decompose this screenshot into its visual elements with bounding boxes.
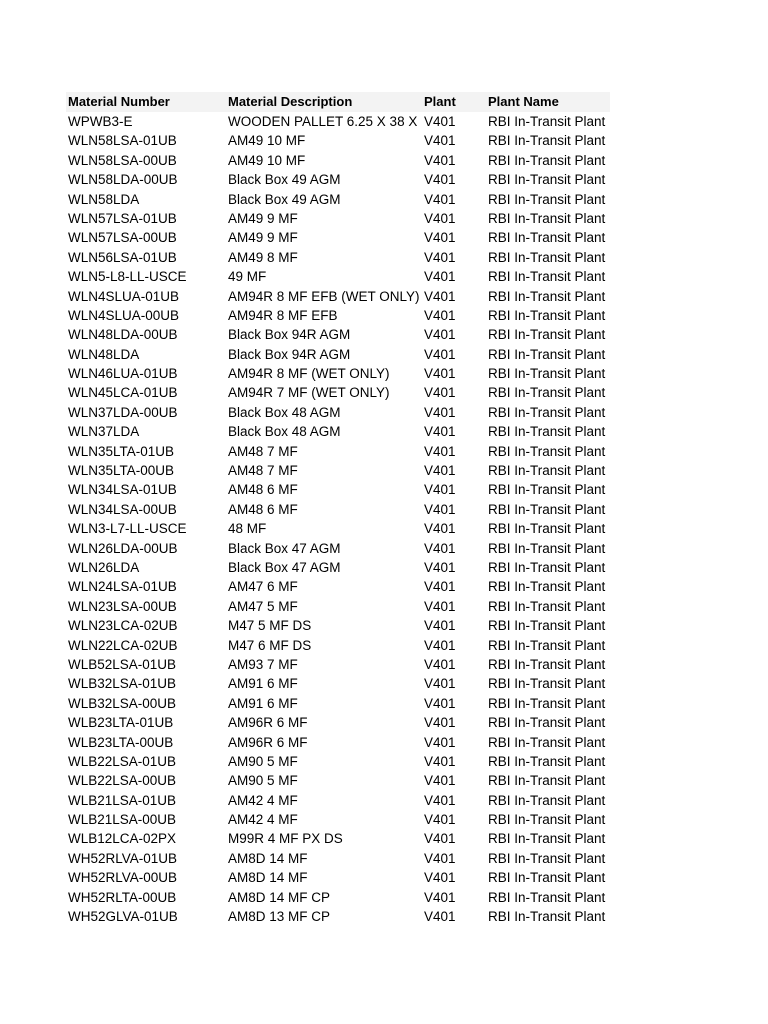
cell-plant: V401 bbox=[424, 889, 456, 905]
table-row bbox=[66, 791, 610, 810]
cell-plant-name: RBI In-Transit Plant bbox=[488, 831, 606, 847]
cell-plant-name: RBI In-Transit Plant bbox=[488, 191, 606, 207]
cell-plant-name: RBI In-Transit Plant bbox=[488, 656, 606, 672]
cell-material-description: Black Box 49 AGM bbox=[228, 191, 341, 207]
cell-material-description: AM8D 14 MF CP bbox=[228, 889, 331, 905]
cell-plant: V401 bbox=[424, 909, 456, 925]
cell-material-description: AM91 6 MF bbox=[228, 695, 298, 711]
cell-plant-name: RBI In-Transit Plant bbox=[488, 463, 606, 479]
cell-material-description: AM90 5 MF bbox=[228, 773, 298, 789]
cell-plant-name: RBI In-Transit Plant bbox=[488, 540, 606, 556]
cell-plant-name: RBI In-Transit Plant bbox=[488, 676, 606, 692]
cell-material-description: AM94R 7 MF (WET ONLY) bbox=[228, 385, 390, 401]
cell-material-description: AM47 6 MF bbox=[228, 579, 298, 595]
cell-plant: V401 bbox=[424, 152, 456, 168]
cell-plant-name: RBI In-Transit Plant bbox=[488, 482, 606, 498]
table-row bbox=[66, 713, 610, 732]
cell-plant: V401 bbox=[424, 637, 456, 653]
cell-plant: V401 bbox=[424, 734, 456, 750]
table-row bbox=[66, 577, 610, 596]
table-row bbox=[66, 287, 610, 306]
table-row bbox=[66, 849, 610, 868]
cell-material-description: AM47 5 MF bbox=[228, 598, 298, 614]
column-header-material-number: Material Number bbox=[68, 94, 170, 109]
cell-plant-name: RBI In-Transit Plant bbox=[488, 870, 606, 886]
cell-plant-name: RBI In-Transit Plant bbox=[488, 385, 606, 401]
cell-plant-name: RBI In-Transit Plant bbox=[488, 579, 606, 595]
cell-material-description: M99R 4 MF PX DS bbox=[228, 831, 343, 847]
table-row bbox=[66, 597, 610, 616]
table-row bbox=[66, 500, 610, 519]
cell-material-description: 48 MF bbox=[228, 521, 267, 537]
table-row bbox=[66, 674, 610, 693]
cell-material-description: Black Box 94R AGM bbox=[228, 327, 351, 343]
cell-plant: V401 bbox=[424, 230, 456, 246]
cell-plant: V401 bbox=[424, 133, 456, 149]
cell-plant: V401 bbox=[424, 812, 456, 828]
table-row bbox=[66, 325, 610, 344]
cell-material-number: WLN37LDA-00UB bbox=[68, 404, 178, 420]
cell-material-description: AM94R 8 MF EFB (WET ONLY) bbox=[228, 288, 420, 304]
cell-material-number: WH52RLVA-00UB bbox=[68, 870, 178, 886]
cell-plant-name: RBI In-Transit Plant bbox=[488, 249, 606, 265]
cell-material-description: AM42 4 MF bbox=[228, 792, 298, 808]
cell-material-description: AM48 7 MF bbox=[228, 463, 298, 479]
cell-plant: V401 bbox=[424, 443, 456, 459]
table-body bbox=[66, 112, 610, 926]
table-row bbox=[66, 519, 610, 538]
cell-plant-name: RBI In-Transit Plant bbox=[488, 307, 606, 323]
table-row bbox=[66, 209, 610, 228]
table-row bbox=[66, 888, 610, 907]
table-row bbox=[66, 810, 610, 829]
cell-plant-name: RBI In-Transit Plant bbox=[488, 618, 606, 634]
table-row bbox=[66, 151, 610, 170]
cell-material-description: Black Box 48 AGM bbox=[228, 404, 341, 420]
cell-plant-name: RBI In-Transit Plant bbox=[488, 734, 606, 750]
cell-plant: V401 bbox=[424, 540, 456, 556]
cell-material-number: WLB52LSA-01UB bbox=[68, 656, 177, 672]
cell-plant: V401 bbox=[424, 695, 456, 711]
cell-material-number: WH52RLTA-00UB bbox=[68, 889, 177, 905]
cell-plant: V401 bbox=[424, 366, 456, 382]
cell-material-description: 49 MF bbox=[228, 269, 267, 285]
cell-material-number: WLN22LCA-02UB bbox=[68, 637, 178, 653]
table-row bbox=[66, 112, 610, 131]
cell-plant: V401 bbox=[424, 850, 456, 866]
cell-plant: V401 bbox=[424, 210, 456, 226]
table-row bbox=[66, 190, 610, 209]
cell-material-number: WLN4SLUA-00UB bbox=[68, 307, 180, 323]
cell-material-number: WLN35LTA-01UB bbox=[68, 443, 175, 459]
cell-plant-name: RBI In-Transit Plant bbox=[488, 637, 606, 653]
cell-material-number: WLB22LSA-01UB bbox=[68, 753, 177, 769]
cell-plant-name: RBI In-Transit Plant bbox=[488, 501, 606, 517]
cell-material-description: AM49 10 MF bbox=[228, 152, 306, 168]
cell-material-description: WOODEN PALLET 6.25 X 38 X bbox=[228, 114, 418, 129]
cell-material-number: WLN48LDA bbox=[68, 346, 140, 362]
column-header-material-description: Material Description bbox=[228, 94, 353, 109]
cell-material-description: AM96R 6 MF bbox=[228, 734, 308, 750]
cell-material-number: WLN3-L7-LL-USCE bbox=[68, 521, 187, 537]
table-row bbox=[66, 733, 610, 752]
cell-material-number: WLN58LSA-00UB bbox=[68, 152, 177, 168]
cell-material-number: WH52RLVA-01UB bbox=[68, 850, 178, 866]
table-row bbox=[66, 771, 610, 790]
cell-material-number: WLN57LSA-00UB bbox=[68, 230, 177, 246]
cell-material-description: AM48 6 MF bbox=[228, 482, 298, 498]
cell-plant-name: RBI In-Transit Plant bbox=[488, 404, 606, 420]
cell-material-number: WLN58LDA bbox=[68, 191, 140, 207]
cell-material-number: WLB22LSA-00UB bbox=[68, 773, 177, 789]
table-row bbox=[66, 170, 610, 189]
cell-plant-name: RBI In-Transit Plant bbox=[488, 559, 606, 575]
cell-plant: V401 bbox=[424, 559, 456, 575]
cell-material-description: AM42 4 MF bbox=[228, 812, 298, 828]
table-row bbox=[66, 228, 610, 247]
cell-material-number: WLN45LCA-01UB bbox=[68, 385, 178, 401]
cell-plant: V401 bbox=[424, 598, 456, 614]
cell-plant-name: RBI In-Transit Plant bbox=[488, 152, 606, 168]
cell-material-number: WLN48LDA-00UB bbox=[68, 327, 178, 343]
table-row bbox=[66, 131, 610, 150]
cell-material-number: WLB23LTA-01UB bbox=[68, 715, 174, 731]
table-row bbox=[66, 442, 610, 461]
cell-material-description: AM93 7 MF bbox=[228, 656, 298, 672]
cell-plant: V401 bbox=[424, 288, 456, 304]
table-row bbox=[66, 364, 610, 383]
cell-plant: V401 bbox=[424, 870, 456, 886]
cell-plant-name: RBI In-Transit Plant bbox=[488, 598, 606, 614]
table-row bbox=[66, 868, 610, 887]
material-table bbox=[66, 92, 610, 926]
cell-material-description: M47 5 MF DS bbox=[228, 618, 312, 634]
cell-plant: V401 bbox=[424, 269, 456, 285]
cell-plant-name: RBI In-Transit Plant bbox=[488, 366, 606, 382]
cell-plant: V401 bbox=[424, 792, 456, 808]
cell-plant-name: RBI In-Transit Plant bbox=[488, 269, 606, 285]
cell-plant: V401 bbox=[424, 521, 456, 537]
cell-plant: V401 bbox=[424, 307, 456, 323]
cell-material-number: WLN23LCA-02UB bbox=[68, 618, 178, 634]
cell-material-number: WLN46LUA-01UB bbox=[68, 366, 178, 382]
cell-material-number: WLN37LDA bbox=[68, 424, 140, 440]
cell-material-number: WLB21LSA-01UB bbox=[68, 792, 177, 808]
cell-material-number: WLB21LSA-00UB bbox=[68, 812, 177, 828]
cell-plant-name: RBI In-Transit Plant bbox=[488, 773, 606, 789]
cell-material-description: Black Box 94R AGM bbox=[228, 346, 351, 362]
table-row bbox=[66, 907, 610, 926]
cell-plant: V401 bbox=[424, 114, 456, 129]
cell-material-description: AM49 9 MF bbox=[228, 230, 298, 246]
table-row bbox=[66, 539, 610, 558]
table-row bbox=[66, 267, 610, 286]
table-row bbox=[66, 248, 610, 267]
cell-material-number: WLN34LSA-01UB bbox=[68, 482, 177, 498]
cell-plant-name: RBI In-Transit Plant bbox=[488, 443, 606, 459]
cell-plant-name: RBI In-Transit Plant bbox=[488, 288, 606, 304]
table-header-row bbox=[66, 92, 610, 112]
table-row bbox=[66, 461, 610, 480]
cell-material-description: Black Box 47 AGM bbox=[228, 540, 341, 556]
column-header-plant-name: Plant Name bbox=[488, 94, 559, 109]
cell-material-description: M47 6 MF DS bbox=[228, 637, 312, 653]
cell-material-description: Black Box 48 AGM bbox=[228, 424, 341, 440]
cell-material-description: Black Box 49 AGM bbox=[228, 172, 341, 188]
cell-plant: V401 bbox=[424, 618, 456, 634]
cell-plant: V401 bbox=[424, 424, 456, 440]
cell-material-description: AM96R 6 MF bbox=[228, 715, 308, 731]
cell-plant: V401 bbox=[424, 327, 456, 343]
cell-material-number: WLB32LSA-00UB bbox=[68, 695, 177, 711]
cell-material-number: WH52GLVA-01UB bbox=[68, 909, 178, 925]
table-row bbox=[66, 616, 610, 635]
cell-material-number: WLN35LTA-00UB bbox=[68, 463, 175, 479]
cell-material-number: WLB32LSA-01UB bbox=[68, 676, 177, 692]
cell-plant: V401 bbox=[424, 676, 456, 692]
cell-material-description: AM94R 8 MF EFB bbox=[228, 307, 338, 323]
cell-material-description: AM8D 14 MF bbox=[228, 850, 308, 866]
cell-plant: V401 bbox=[424, 385, 456, 401]
cell-material-description: AM49 10 MF bbox=[228, 133, 306, 149]
table-row bbox=[66, 694, 610, 713]
cell-plant-name: RBI In-Transit Plant bbox=[488, 792, 606, 808]
cell-plant: V401 bbox=[424, 501, 456, 517]
cell-plant: V401 bbox=[424, 191, 456, 207]
cell-plant-name: RBI In-Transit Plant bbox=[488, 812, 606, 828]
cell-material-description: AM49 8 MF bbox=[228, 249, 298, 265]
cell-plant: V401 bbox=[424, 715, 456, 731]
cell-material-number: WLN23LSA-00UB bbox=[68, 598, 177, 614]
cell-material-description: AM94R 8 MF (WET ONLY) bbox=[228, 366, 390, 382]
table-row bbox=[66, 829, 610, 848]
table-row bbox=[66, 403, 610, 422]
cell-plant-name: RBI In-Transit Plant bbox=[488, 133, 606, 149]
cell-plant: V401 bbox=[424, 831, 456, 847]
cell-material-number: WLN56LSA-01UB bbox=[68, 249, 177, 265]
cell-material-number: WLB12LCA-02PX bbox=[68, 831, 177, 847]
cell-plant: V401 bbox=[424, 172, 456, 188]
cell-plant: V401 bbox=[424, 346, 456, 362]
table-row bbox=[66, 636, 610, 655]
table-row bbox=[66, 345, 610, 364]
cell-material-description: AM48 6 MF bbox=[228, 501, 298, 517]
cell-material-number: WLN58LDA-00UB bbox=[68, 172, 178, 188]
cell-plant-name: RBI In-Transit Plant bbox=[488, 230, 606, 246]
table-row bbox=[66, 480, 610, 499]
cell-material-number: WLN26LDA-00UB bbox=[68, 540, 178, 556]
cell-material-description: Black Box 47 AGM bbox=[228, 559, 341, 575]
cell-material-number: WLN34LSA-00UB bbox=[68, 501, 177, 517]
column-header-plant: Plant bbox=[424, 94, 456, 109]
cell-plant: V401 bbox=[424, 249, 456, 265]
cell-plant-name: RBI In-Transit Plant bbox=[488, 909, 606, 925]
cell-material-number: WLN4SLUA-01UB bbox=[68, 288, 180, 304]
table-row bbox=[66, 558, 610, 577]
cell-plant-name: RBI In-Transit Plant bbox=[488, 114, 606, 129]
cell-plant: V401 bbox=[424, 463, 456, 479]
cell-plant: V401 bbox=[424, 579, 456, 595]
cell-plant: V401 bbox=[424, 656, 456, 672]
cell-material-number: WPWB3-E bbox=[68, 114, 133, 129]
table-row bbox=[66, 422, 610, 441]
cell-material-number: WLB23LTA-00UB bbox=[68, 734, 174, 750]
cell-plant: V401 bbox=[424, 753, 456, 769]
cell-plant-name: RBI In-Transit Plant bbox=[488, 172, 606, 188]
cell-material-number: WLN57LSA-01UB bbox=[68, 210, 177, 226]
cell-plant: V401 bbox=[424, 773, 456, 789]
cell-plant: V401 bbox=[424, 404, 456, 420]
cell-material-description: AM8D 13 MF CP bbox=[228, 909, 331, 925]
cell-material-number: WLN26LDA bbox=[68, 559, 140, 575]
cell-plant: V401 bbox=[424, 482, 456, 498]
cell-material-number: WLN58LSA-01UB bbox=[68, 133, 177, 149]
cell-plant-name: RBI In-Transit Plant bbox=[488, 850, 606, 866]
cell-plant-name: RBI In-Transit Plant bbox=[488, 521, 606, 537]
cell-plant-name: RBI In-Transit Plant bbox=[488, 715, 606, 731]
cell-material-description: AM90 5 MF bbox=[228, 753, 298, 769]
cell-material-description: AM48 7 MF bbox=[228, 443, 298, 459]
cell-material-number: WLN24LSA-01UB bbox=[68, 579, 177, 595]
cell-material-description: AM49 9 MF bbox=[228, 210, 298, 226]
cell-material-description: AM8D 14 MF bbox=[228, 870, 308, 886]
cell-plant-name: RBI In-Transit Plant bbox=[488, 424, 606, 440]
cell-plant-name: RBI In-Transit Plant bbox=[488, 346, 606, 362]
cell-plant-name: RBI In-Transit Plant bbox=[488, 210, 606, 226]
cell-material-number: WLN5-L8-LL-USCE bbox=[68, 269, 187, 285]
cell-material-description: AM91 6 MF bbox=[228, 676, 298, 692]
cell-plant-name: RBI In-Transit Plant bbox=[488, 695, 606, 711]
cell-plant-name: RBI In-Transit Plant bbox=[488, 753, 606, 769]
table-row bbox=[66, 655, 610, 674]
cell-plant-name: RBI In-Transit Plant bbox=[488, 889, 606, 905]
table-row bbox=[66, 752, 610, 771]
cell-plant-name: RBI In-Transit Plant bbox=[488, 327, 606, 343]
table-row bbox=[66, 306, 610, 325]
table-row bbox=[66, 383, 610, 402]
